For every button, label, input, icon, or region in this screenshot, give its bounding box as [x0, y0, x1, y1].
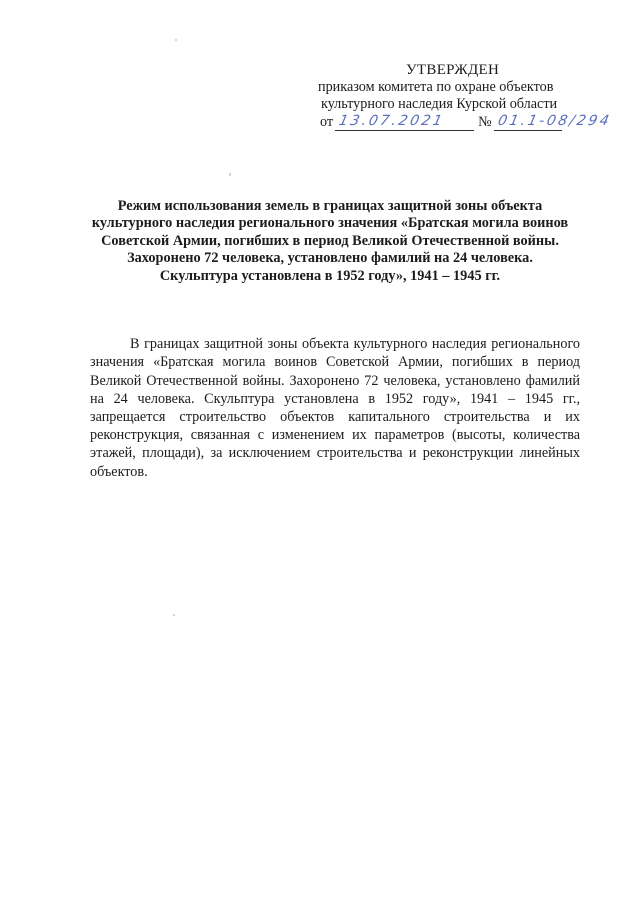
scan-speck [173, 614, 175, 616]
document-heading [70, 198, 590, 285]
approval-line-1: приказом комитета по охране объектов [318, 79, 554, 95]
number-prefix: № [478, 114, 492, 130]
approval-signature-line [318, 114, 628, 131]
handwritten-date: 13.07.2021 [337, 113, 447, 129]
heading-line: Режим использования земель в границах защитной зоны объекта [117, 198, 543, 214]
date-blank [335, 115, 474, 131]
approval-block [318, 62, 628, 131]
body-paragraph: В границах защитной зоны объекта культурного наследия регионального значения «Братская могила воинов Советской Армии, погибших в период Великой Отечественной войны. Захоронено 72 человека, установлено фамилий на 24 человека. Скульптура установлена в 1952 году», 1941 – 1945 гг., запрещается строительство объектов капитального строительства и их реконструкция, связанная с изменением их параметров (высоты, количества этажей, площади), за исключением строительства и реконструкции линейных объектов. [90, 336, 580, 480]
scan-speck [229, 173, 231, 176]
heading-line: культурного наследия регионального значения «Братская могила воинов [91, 215, 569, 232]
date-prefix: от [320, 114, 334, 130]
handwritten-number: 01.1-08/294 [496, 113, 613, 129]
approval-line-2: культурного наследия Курской области [321, 96, 558, 112]
heading-line: Советской Армии, погибших в период Великой Отечественной войны. [101, 232, 559, 249]
approval-title: УТВЕРЖДЕН [406, 62, 500, 78]
scan-speck [175, 39, 177, 41]
heading-line: Захоронено 72 человека, установлено фамилий на 24 человека. [127, 250, 533, 267]
heading-line: Скульптура установлена в 1952 году», 1941 – 1945 гг. [159, 267, 501, 284]
number-blank [494, 113, 613, 131]
